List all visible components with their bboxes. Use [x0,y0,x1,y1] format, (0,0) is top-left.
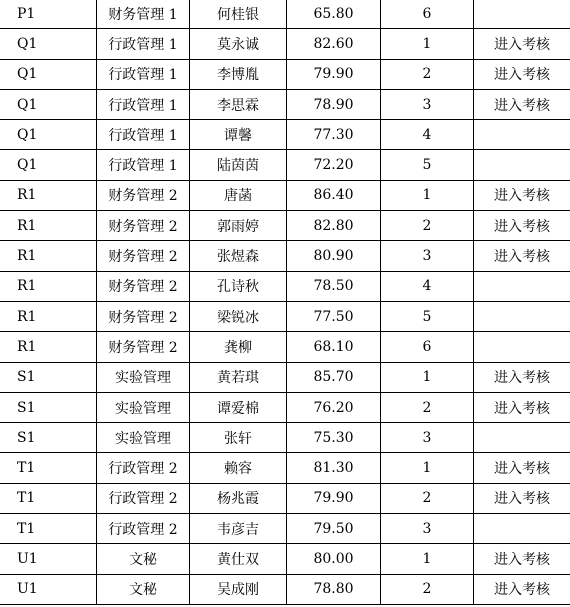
position-cell: 财务管理 2 [97,301,190,331]
position-cell: 行政管理 1 [97,120,190,150]
table-row [0,362,570,392]
group-code-cell: S1 [0,362,97,392]
rank-cell: 6 [381,332,474,362]
result-cell: 进入考核 [474,544,570,574]
score-cell: 80.90 [287,241,381,271]
rank-cell: 2 [381,483,474,513]
candidate-name-cell: 张煜森 [190,241,287,271]
score-cell: 65.80 [287,0,381,29]
group-code-cell: T1 [0,514,97,544]
candidate-name-cell: 孔诗秋 [190,271,287,301]
group-code-cell: T1 [0,453,97,483]
result-cell: 进入考核 [474,453,570,483]
group-code-cell: U1 [0,574,97,604]
rank-cell: 4 [381,271,474,301]
score-cell: 81.30 [287,453,381,483]
score-cell: 76.20 [287,392,381,422]
rank-cell: 1 [381,453,474,483]
rank-cell: 1 [381,544,474,574]
group-code-cell: Q1 [0,150,97,180]
position-cell: 实验管理 [97,392,190,422]
result-cell: 进入考核 [474,574,570,604]
group-code-cell: U1 [0,544,97,574]
rank-cell: 2 [381,392,474,422]
candidate-name-cell: 龚柳 [190,332,287,362]
score-cell: 78.80 [287,574,381,604]
rank-cell: 3 [381,241,474,271]
rank-cell: 5 [381,150,474,180]
position-cell: 文秘 [97,544,190,574]
group-code-cell: S1 [0,392,97,422]
score-cell: 79.90 [287,483,381,513]
score-cell: 79.50 [287,514,381,544]
rank-cell: 3 [381,423,474,453]
rank-cell: 2 [381,59,474,89]
table-row [0,89,570,119]
candidate-name-cell: 张轩 [190,423,287,453]
candidate-name-cell: 陆茵茵 [190,150,287,180]
position-cell: 文秘 [97,574,190,604]
table-row [0,332,570,362]
position-cell: 行政管理 1 [97,150,190,180]
score-cell: 75.30 [287,423,381,453]
result-cell [474,514,570,544]
table-row [0,29,570,59]
rank-cell: 4 [381,120,474,150]
result-cell [474,332,570,362]
group-code-cell: R1 [0,332,97,362]
position-cell: 行政管理 2 [97,453,190,483]
position-cell: 财务管理 2 [97,332,190,362]
rank-cell: 6 [381,0,474,29]
score-cell: 72.20 [287,150,381,180]
score-cell: 86.40 [287,180,381,210]
position-cell: 实验管理 [97,423,190,453]
table-row [0,0,570,29]
table-row [0,211,570,241]
table-row [0,301,570,331]
position-cell: 财务管理 2 [97,271,190,301]
candidate-name-cell: 唐菡 [190,180,287,210]
rank-cell: 3 [381,514,474,544]
result-cell [474,301,570,331]
table-row [0,180,570,210]
table-row [0,150,570,180]
candidate-name-cell: 何桂银 [190,0,287,29]
table-row [0,59,570,89]
table-row [0,392,570,422]
candidate-name-cell: 李思霖 [190,89,287,119]
score-cell: 85.70 [287,362,381,392]
result-cell [474,423,570,453]
rank-cell: 2 [381,574,474,604]
position-cell: 财务管理 1 [97,0,190,29]
group-code-cell: R1 [0,180,97,210]
result-cell [474,150,570,180]
result-cell: 进入考核 [474,89,570,119]
score-cell: 80.00 [287,544,381,574]
rank-cell: 2 [381,211,474,241]
candidate-name-cell: 杨兆霞 [190,483,287,513]
candidate-name-cell: 郭雨婷 [190,211,287,241]
score-cell: 82.80 [287,211,381,241]
result-cell: 进入考核 [474,241,570,271]
candidate-name-cell: 李博胤 [190,59,287,89]
score-cell: 79.90 [287,59,381,89]
position-cell: 行政管理 1 [97,29,190,59]
group-code-cell: Q1 [0,59,97,89]
group-code-cell: S1 [0,423,97,453]
group-code-cell: Q1 [0,89,97,119]
result-cell: 进入考核 [474,211,570,241]
candidate-name-cell: 谭馨 [190,120,287,150]
candidate-name-cell: 吴成刚 [190,574,287,604]
result-cell [474,120,570,150]
candidate-name-cell: 黄若琪 [190,362,287,392]
table-row [0,514,570,544]
result-cell: 进入考核 [474,29,570,59]
rank-cell: 5 [381,301,474,331]
rank-cell: 1 [381,29,474,59]
result-cell [474,271,570,301]
table-row [0,453,570,483]
table-row [0,574,570,604]
position-cell: 行政管理 1 [97,89,190,119]
group-code-cell: R1 [0,241,97,271]
rank-cell: 3 [381,89,474,119]
rank-cell: 1 [381,180,474,210]
candidate-name-cell: 梁锐冰 [190,301,287,331]
score-cell: 82.60 [287,29,381,59]
position-cell: 实验管理 [97,362,190,392]
result-cell: 进入考核 [474,59,570,89]
table-row [0,271,570,301]
table-row [0,120,570,150]
score-cell: 78.50 [287,271,381,301]
result-cell: 进入考核 [474,483,570,513]
group-code-cell: T1 [0,483,97,513]
position-cell: 行政管理 2 [97,483,190,513]
score-cell: 77.30 [287,120,381,150]
candidate-name-cell: 黄仕双 [190,544,287,574]
table-row [0,544,570,574]
rank-cell: 1 [381,362,474,392]
candidate-name-cell: 韦彦吉 [190,514,287,544]
group-code-cell: P1 [0,0,97,29]
group-code-cell: R1 [0,211,97,241]
position-cell: 行政管理 1 [97,59,190,89]
group-code-cell: R1 [0,271,97,301]
position-cell: 财务管理 2 [97,180,190,210]
table-row [0,423,570,453]
candidate-name-cell: 莫永诚 [190,29,287,59]
result-cell: 进入考核 [474,392,570,422]
group-code-cell: R1 [0,301,97,331]
result-cell: 进入考核 [474,362,570,392]
score-cell: 68.10 [287,332,381,362]
table-row [0,483,570,513]
table-row [0,241,570,271]
result-cell: 进入考核 [474,180,570,210]
group-code-cell: Q1 [0,29,97,59]
candidate-name-cell: 赖容 [190,453,287,483]
score-cell: 78.90 [287,89,381,119]
result-cell [474,0,570,29]
group-code-cell: Q1 [0,120,97,150]
position-cell: 财务管理 2 [97,211,190,241]
score-cell: 77.50 [287,301,381,331]
position-cell: 财务管理 2 [97,241,190,271]
candidate-name-cell: 谭爱棉 [190,392,287,422]
position-cell: 行政管理 2 [97,514,190,544]
